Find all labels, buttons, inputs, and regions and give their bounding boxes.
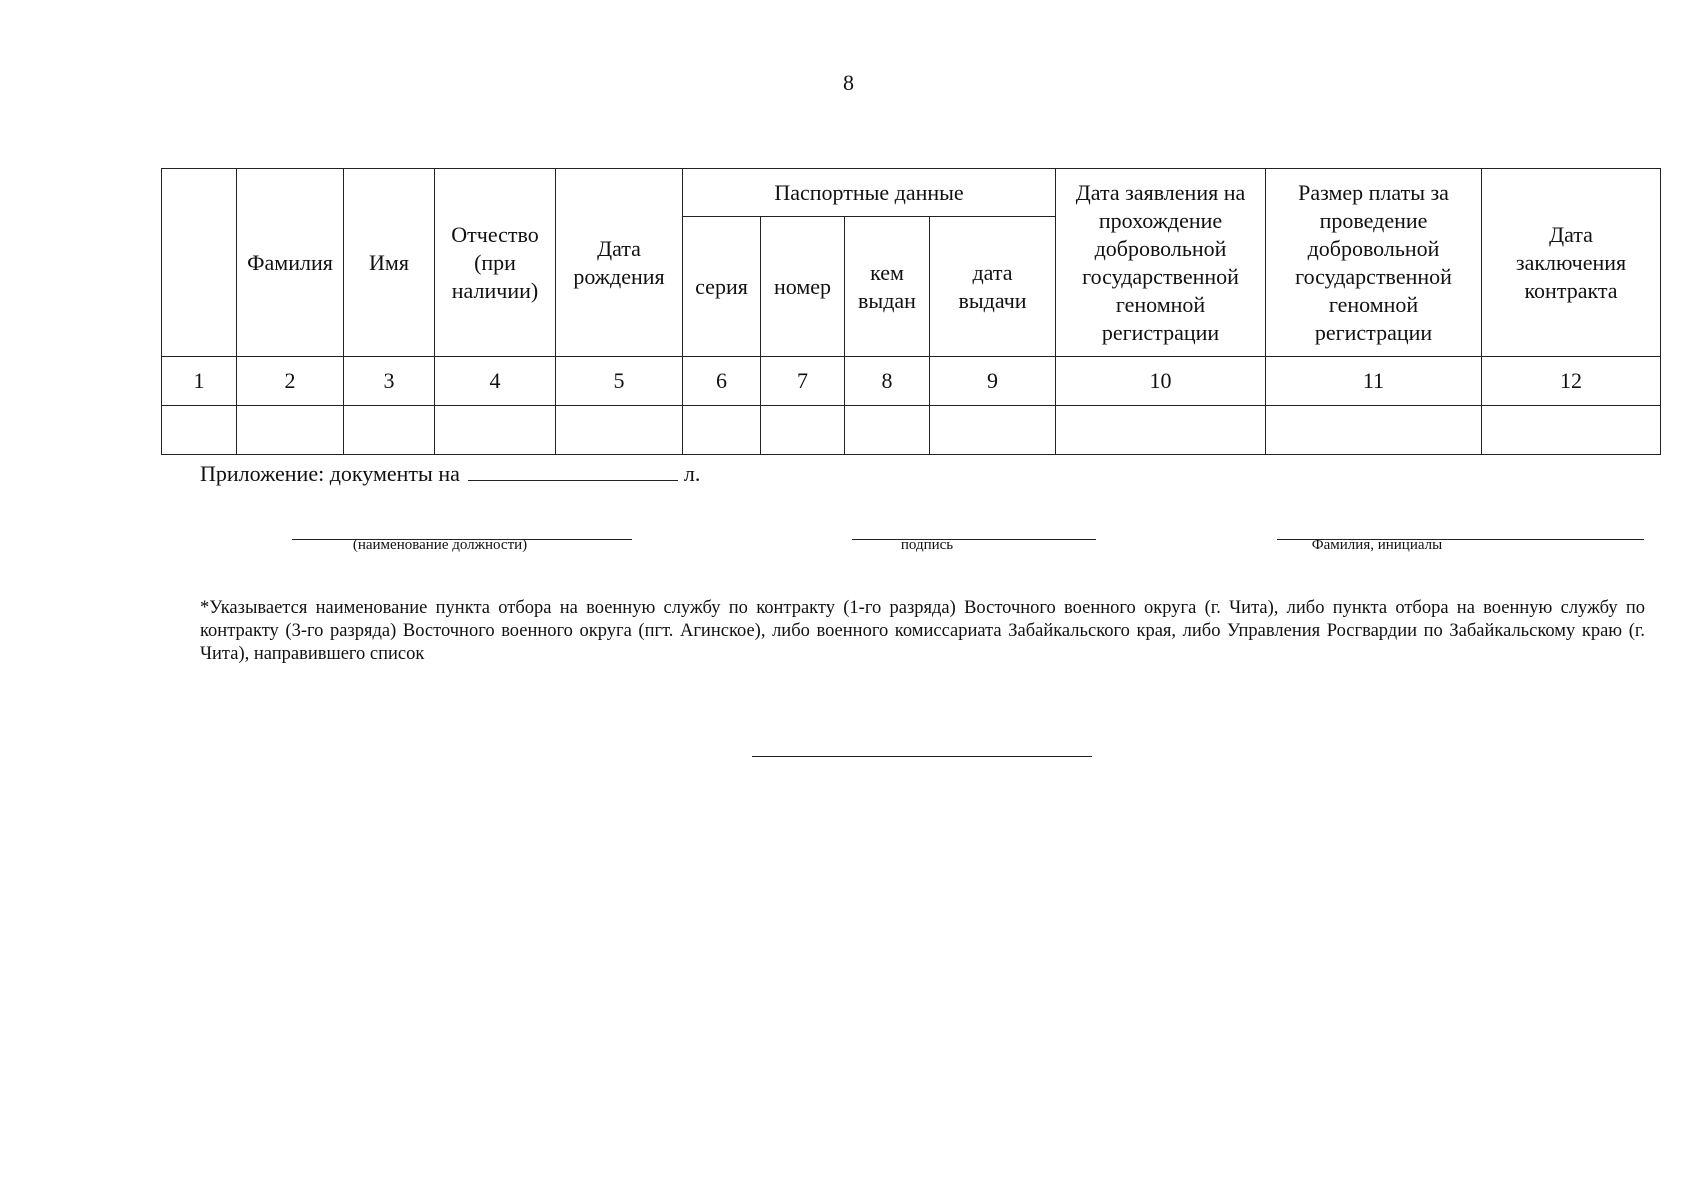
header-data-zayavleniya: Дата заявления на прохождение добровольной государственной геномной регистрации [1056, 169, 1266, 357]
page-number: 8 [843, 70, 854, 95]
signature-caption: подпись [900, 537, 954, 553]
table-cell [556, 406, 683, 455]
column-number: 5 [556, 357, 683, 406]
header-data-rozhdeniya: Дата рождения [556, 169, 683, 357]
attachment-prefix: Приложение: документы на [200, 461, 460, 486]
column-number: 6 [683, 357, 761, 406]
attachment-line [200, 460, 700, 487]
header-passport-group: Паспортные данные [683, 169, 1056, 217]
table-cell [344, 406, 435, 455]
table-header-row [162, 169, 1661, 217]
column-number: 10 [1056, 357, 1266, 406]
table-cell [1266, 406, 1482, 455]
header-col-1 [162, 169, 237, 357]
table-row [162, 406, 1661, 455]
footnote: *Указывается наименование пункта отбора на военную службу по контракту (1-го разряда) Восточного военного округа (г. Чита), либо пункта отбора на военную службу по контракту (3-го разряда) Восточного военного округа (пгт. Агинское), либо военного комиссариата Забайкальского края, либо Управления Росгвардии по Забайкальскому краю (г. Чита), направившего список [200, 598, 1645, 664]
column-number: 2 [237, 357, 344, 406]
header-nomer: номер [761, 217, 845, 357]
table-cell [237, 406, 344, 455]
position-caption: (наименование должности) [352, 537, 528, 553]
header-seriya: серия [683, 217, 761, 357]
table-cell [1056, 406, 1266, 455]
header-familia: Фамилия [237, 169, 344, 357]
header-razmer-platy: Размер платы за проведение добровольной государственной геномной регистрации [1266, 169, 1482, 357]
header-data-vydachi: дата выдачи [930, 217, 1056, 357]
column-number: 4 [435, 357, 556, 406]
attachment-pages-blank [468, 460, 678, 481]
column-number: 12 [1482, 357, 1661, 406]
column-number-row [162, 357, 1661, 406]
table-cell [435, 406, 556, 455]
column-number: 3 [344, 357, 435, 406]
table-cell [1482, 406, 1661, 455]
bottom-signature-line [752, 756, 1092, 757]
attachment-suffix: л. [683, 461, 701, 486]
header-data-zaklyucheniya: Дата заключения контракта [1482, 169, 1661, 357]
registration-table [161, 168, 1661, 455]
table-cell [162, 406, 237, 455]
table-cell [930, 406, 1056, 455]
table-cell [845, 406, 930, 455]
column-number: 1 [162, 357, 237, 406]
column-number: 8 [845, 357, 930, 406]
name-caption: Фамилия, инициалы [1311, 537, 1443, 553]
table-cell [683, 406, 761, 455]
table-cell [761, 406, 845, 455]
column-number: 11 [1266, 357, 1482, 406]
header-kem-vydan: кем выдан [845, 217, 930, 357]
header-otchestvo: Отчество (при наличии) [435, 169, 556, 357]
column-number: 7 [761, 357, 845, 406]
column-number: 9 [930, 357, 1056, 406]
header-imya: Имя [344, 169, 435, 357]
